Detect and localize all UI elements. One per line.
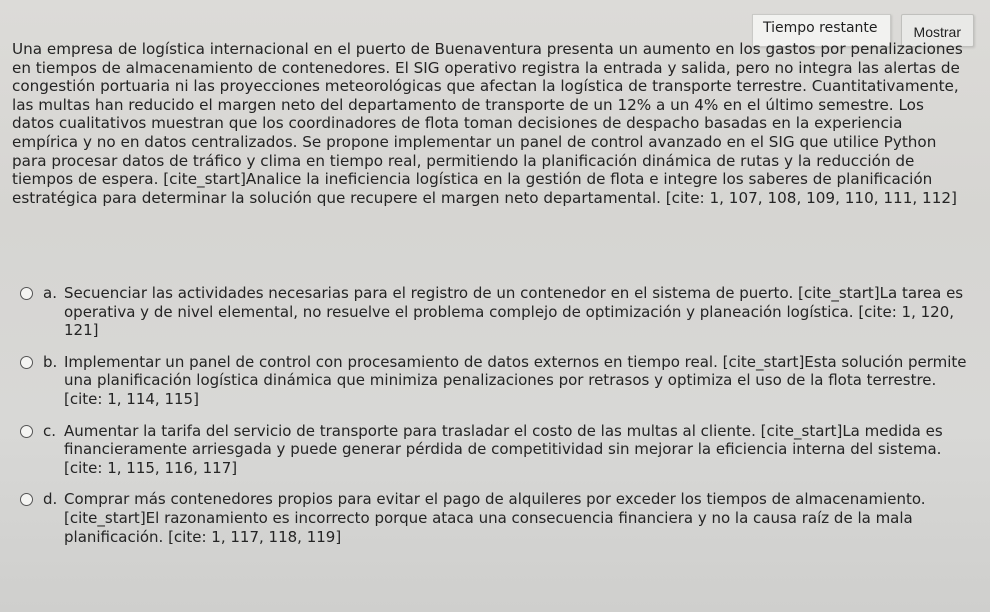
option-d[interactable] [20, 490, 970, 546]
option-a[interactable] [20, 284, 970, 340]
time-remaining-label: Tiempo restante [752, 14, 891, 47]
option-letter: a. [43, 284, 57, 302]
option-c[interactable] [20, 422, 970, 478]
radio-option-b[interactable] [20, 356, 33, 369]
question-text: Una empresa de logística internacional en el puerto de Buenaventura presenta un aumento en los gastos por penalizaciones en tiempos de almacenamiento de contenedores. El SIG operativo registra la entrada y salida, pero no integra las alertas de congestión portuaria ni las proyecciones meteorológicas que afectan la logística de transporte terrestre. Cuantitativamente, las multas han reducido el margen neto del departamento de transporte de un 12% a un 4% en el último semestre. Los datos cualitativos muestran que los coordinadores de flota toman decisiones de despacho basadas en la experiencia empírica y no en datos centralizados. Se propone implementar un panel de control avanzado en el SIG que utilice Python para procesar datos de tráfico y clima en tiempo real, permitiendo la planificación dinámica de rutas y la reducción de tiempos de espera. [cite_start]Analice la ineficiencia logística en la gestión de flota e integre los saberes de planificación estratégica para determinar la solución que recupere el margen neto departamental. [cite: 1, 107, 108, 109, 110, 111, 112] [12, 40, 963, 207]
option-letter: c. [43, 421, 57, 440]
option-text: Secuenciar las actividades necesarias para el registro de un contenedor en el sistema de puerto. [cite_start]La tarea es operativa y de nivel elemental, no resuelve el problema complejo de optimización y planeación logística. [cite: 1, 120, 121] [64, 284, 964, 340]
radio-option-c[interactable] [20, 425, 33, 438]
option-letter: b. [43, 352, 58, 371]
option-b[interactable] [20, 353, 970, 409]
radio-option-d[interactable] [20, 493, 33, 506]
option-text: Comprar más contenedores propios para evitar el pago de alquileres por exceder los tiempos de almacenamiento. [cite_start]El razonamiento es incorrecto porque ataca una consecuencia financiera y no la causa raíz de la mala planificación. [cite: 1, 117, 118, 119] [64, 490, 926, 546]
option-text: Implementar un panel de control con procesamiento de datos externos en tiempo real. [cite_start]Esta solución permite una planificación logística dinámica que minimiza penalizaciones por retrasos y optimiza el uso de la flota terrestre. [cite: 1, 114, 115] [64, 352, 967, 408]
option-text: Aumentar la tarifa del servicio de transporte para trasladar el costo de las multas al cliente. [cite_start]La medida es financieramente arriesgada y puede generar pérdida de competitividad sin mejorar la eficiencia interna del sistema. [cite: 1, 115, 116, 117] [64, 421, 943, 477]
answer-options [20, 284, 970, 559]
option-letter: d. [43, 490, 58, 509]
show-timer-button[interactable]: Mostrar [901, 14, 974, 47]
radio-option-a[interactable] [20, 287, 33, 300]
